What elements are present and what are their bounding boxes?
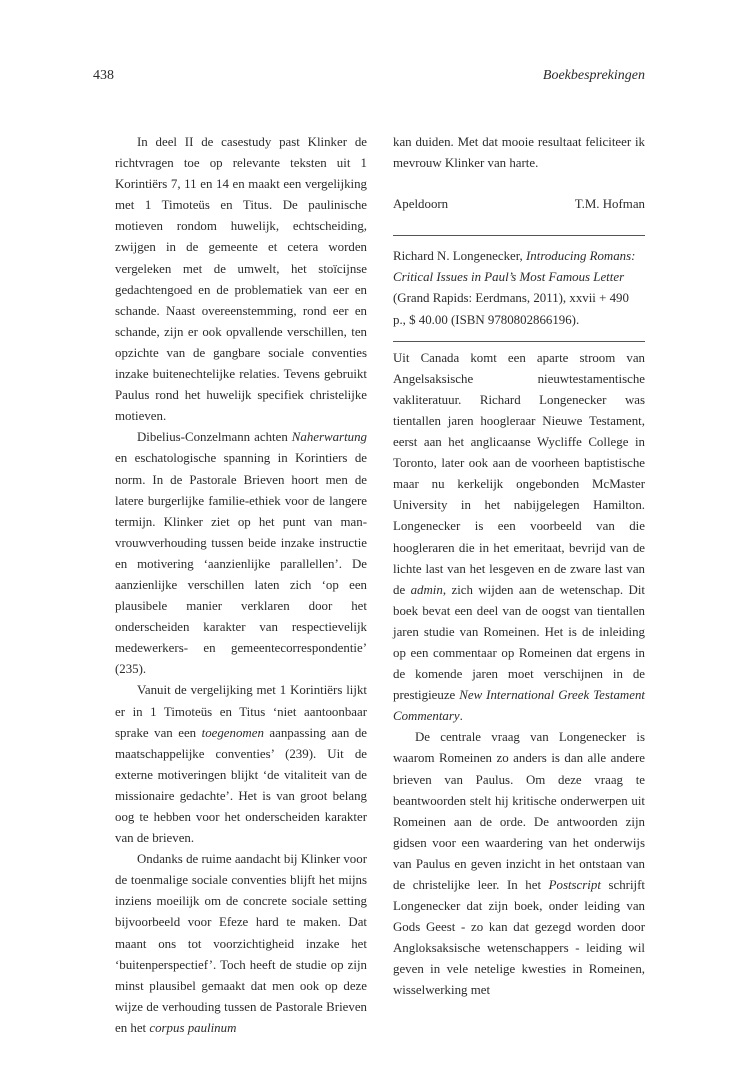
paragraph-2-text-a: Dibelius-Conzelmann achten <box>137 430 292 445</box>
signature-name: T.M. Hofman <box>574 197 645 212</box>
review-paragraph-1-text-a: Uit Canada komt een aparte stroom van Angelsaksische nieuwtestamentische vakliteratuur. Richard Longenecker was tientallen jaren hoogleraar Nieuwe Testament, eerst aan het anglicaanse Wycliffe College in Toronto, later ook aan de voorheen baptistische maar nu kerkelijk ongebonden McMaster University in het nabijgelegen Hamilton. Longenecker is een voorbeeld van die hoogleraren die in het emeritaat, bevrijd van de lichte last van het lesgeven en de zware last van de <box>393 350 645 597</box>
review-closing: kan duiden. Met dat mooie resultaat feliciteer ik mevrouw Klinker van harte. <box>393 135 645 171</box>
paragraph-3-text-a: Vanuit de vergelijking met 1 Korintiërs lijkt er in 1 Timoteüs en Titus ‘niet aantoonbaar sprake van een <box>115 683 367 740</box>
right-column <box>393 132 645 1002</box>
bottom-rule <box>393 341 645 342</box>
citation-author: Richard N. Longenecker, <box>393 249 526 264</box>
review-paragraph-2-text-b: schrijft Longenecker dat zijn boek, onder leiding van Gods Geest - zo kan dat gezegd worden door Angloksaksische wetenschappers - leiding wil geven in vele netelige kwesties in Romeinen, wisselwerking met <box>393 878 645 998</box>
review-paragraph-1 <box>393 348 645 728</box>
paragraph-2 <box>115 427 367 680</box>
citation-details: (Grand Rapids: Eerdmans, 2011), xxvii + 490 p., $ 40.00 (ISBN 9780802866196). <box>393 291 629 327</box>
review-paragraph-1-text-c: . <box>459 709 463 724</box>
paragraph-2-text-b: en eschatologische spanning in Korintiers de norm. In de Pastorale Brieven hoort men de latere burgerlijke familie-ethiek voor de langere termijn. Klinker ziet op het punt van man-vrouwverhouding tussen beide inzake instructie en motivering ‘aanzienlijke parallellen’. De aanzienlijke verschillen laten zich ‘op een plausibele manier verklaren door het onderscheiden karakter van respectievelijk medewerkers- en gemeentecorrespondentie’ (235). <box>115 451 367 677</box>
page-number: 438 <box>93 68 114 83</box>
top-rule <box>393 235 645 236</box>
review-paragraph-1-emphasis-1: admin <box>410 582 443 597</box>
paragraph-3-text-b: aanpassing aan de maatschappelijke conventies’ (239). Uit de externe motiveringen blijkt ‘de vitaliteit van de missionaire gedachte’. Het is van groot belang oog te hebben voor het onderscheiden karakter van de brieven. <box>115 725 367 846</box>
paragraph-4 <box>115 849 367 1039</box>
book-citation <box>393 246 645 330</box>
running-head: Boekbesprekingen <box>542 68 645 83</box>
review-paragraph-2-text-a: De centrale vraag van Longenecker is waarom Romeinen zo anders is dan alle andere brieven van Paulus. Om deze vraag te beantwoorden stelt hij kritische onderwerpen uit Romeinen aan de orde. De antwoorden zijn gidsen voor een waardering van het onderwijs van Paulus en geven inzicht in het ontstaan van de christelijke leer. In het <box>393 730 645 892</box>
review-paragraph-2-emphasis: Postscript <box>548 878 601 892</box>
citation-title: Introducing Romans: Critical Issues in Paul’s Most Famous Letter <box>393 249 636 285</box>
left-column <box>115 132 367 1039</box>
paragraph-1: In deel II de casestudy past Klinker de richtvragen toe op relevante teksten uit 1 Korintiërs 7, 11 en 14 en maakt een vergelijking met 1 Timoteüs en Titus. De paulinische motieven rondom huwelijk, echtscheiding, zwijgen in de gemeente et cetera worden vergeleken met de umwelt, het stoïcijnse gedachtengoed en de problematiek van eer en schande. Naast overeenstemming, rond eer en schande, zijn er ook opvallende verschillen, ten opzichte van de gangbare sociale conventies inzake buitenechtelijke relaties. Tevens gebruikt Paulus rond het huwelijk specifiek christelijke motieven. <box>115 135 367 424</box>
paragraph-4-text-a: Ondanks de ruime aandacht bij Klinker voor de toenmalige sociale conventies blijft het mijns inziens moeilijk om de concrete sociale setting bijvoorbeeld voor Efeze hard te maken. Dat maant ons tot voorzichtigheid inzake het ‘buitenperspectief’. Toch heeft de studie op zijn minst plausibel gemaakt dat men ook op deze wijze de verhouding tussen de Pastorale Brieven en het <box>115 852 367 1035</box>
spacer <box>393 174 645 194</box>
paragraph-3-emphasis: toegenomen <box>201 725 264 740</box>
paragraph-3 <box>115 680 367 849</box>
review-paragraph-2 <box>393 727 645 1001</box>
signature <box>393 194 645 215</box>
review-paragraph-1-emphasis-2: New International Greek Testament Commentary <box>393 688 645 724</box>
signature-place: Apeldoorn <box>393 197 449 212</box>
review-paragraph-1-text-b: , zich wijden aan de wetenschap. Dit boek bevat een deel van de oogst van tientallen jaren studie van Romeinen. Het is de inleiding op een commentaar op Romeinen dat ergens in de komende jaren moet verschijnen in de prestigieuze <box>393 582 645 703</box>
paragraph-4-emphasis: corpus paulinum <box>149 1020 237 1035</box>
paragraph-2-emphasis: Naherwartung <box>291 430 367 445</box>
